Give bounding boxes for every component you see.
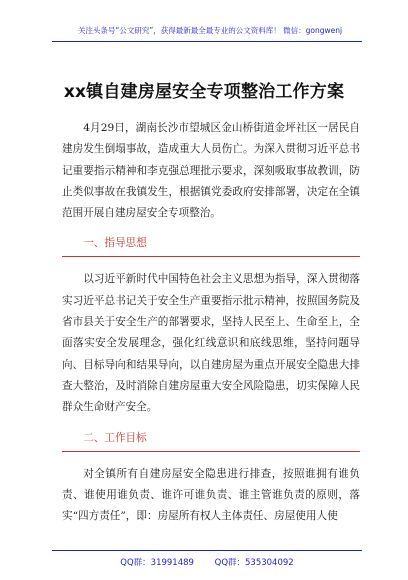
footer-qq-group-1: QQ群：31991489 (120, 558, 194, 568)
document-body (62, 118, 360, 527)
section-heading-rule (62, 256, 360, 257)
header-divider (52, 41, 362, 42)
page-footer (52, 556, 362, 568)
document-title: xx镇自建房屋安全专项整治工作方案 (63, 82, 345, 102)
section-paragraph-work-goals: 对全镇所有自建房屋安全隐患进行排查，按照谁拥有谁负责、谁使用谁负责、谁许可谁负责、谁主管谁负责的原则，落实“四方责任”，即：房屋所有权人主体责任、房屋使用人使 (62, 467, 360, 523)
footer-qq-group-2: QQ群：535304092 (214, 558, 294, 568)
section-heading-guiding-ideology: 一、指导思想 (83, 237, 147, 250)
section-heading-work-goals: 二、工作目标 (83, 431, 147, 444)
intro-paragraph: 4月29日，湖南长沙市望城区金山桥街道金坪社区一居民自建房发生倒塌事故，造成重大人员伤亡。为深入贯彻习近平总书记重要指示精神和李克强总理批示要求，深刻吸取事故教训，防止类似事故在我镇发生，根据镇党委政府安排部署，决定在全镇范围开展自建房屋安全专项整治。 (62, 122, 360, 220)
section-heading-rule (62, 451, 360, 452)
page-header-banner: 关注头条号“公文研究”，获得最新最全最专业的公文资料库！ 微信：gongwenj (77, 26, 343, 35)
footer-divider (52, 550, 362, 551)
section-paragraph-guiding-ideology: 以习近平新时代中国特色社会主义思想为指导，深入贯彻落实习近平总书记关于安全生产重要指示批示精神，按照国务院及省市县关于安全生产的部署要求，坚持人民至上、生命至上，全面落实安全发展理念，强化红线意识和底线思维，坚持问题导向、目标导向和结果导向，以自建房屋为重点开展安全隐患大排查大整治，及时消除自建房屋重大安全风险隐患，切实保障人民群众生命财产安全。 (62, 273, 360, 414)
